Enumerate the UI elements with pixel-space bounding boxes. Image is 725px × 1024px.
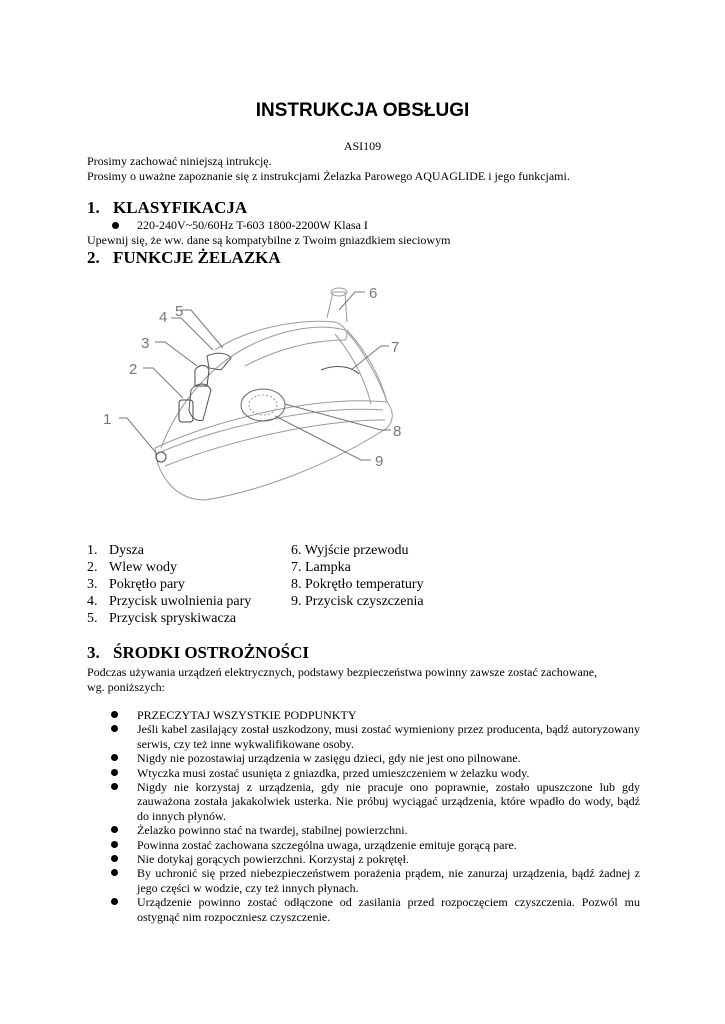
water-inlet — [179, 400, 193, 422]
document-title: INSTRUKCJA OBSŁUGI — [255, 100, 470, 121]
iron-soleplate — [155, 401, 392, 500]
callout-4: 4 — [159, 309, 168, 326]
section-2-title: FUNKCJE ŻELAZKA — [113, 248, 281, 267]
bullet-icon — [111, 898, 118, 905]
spec-line: 220-240V~50/60Hz T-603 1800-2200W Klasa I — [137, 218, 368, 232]
section-1-title: KLASYFIKACJA — [113, 198, 248, 217]
section-3-number: 3. — [87, 643, 100, 662]
list-item: Nie dotykaj gorących powierzchni. Korzystaj z pokrętęł. — [108, 852, 640, 866]
nozzle — [156, 452, 166, 462]
bullet-icon — [111, 783, 118, 790]
iron-body — [161, 327, 387, 448]
callout-2: 2 — [129, 361, 138, 378]
part-item: 5. Przycisk spryskiwacza — [87, 611, 237, 626]
compatibility-note: Upewnij się, że ww. dane są kompatybilne z Twoim gniazdkiem sieciowym — [87, 233, 451, 247]
callout-3: 3 — [141, 335, 150, 352]
parts-list-right — [291, 542, 424, 610]
bullet-icon — [111, 826, 118, 833]
bullet-icon — [111, 754, 118, 761]
intro-line-2: Prosimy o uważne zapoznanie się z instrukcjami Żelazka Parowego AQUAGLIDE i jego funkcjami. — [87, 169, 570, 183]
intro-line-1: Prosimy zachować niniejszą intrukcję. — [87, 154, 272, 168]
bullet-icon — [111, 855, 118, 862]
bullet-icon — [111, 769, 118, 776]
list-item: Jeśli kabel zasilający został uszkodzony, musi zostać wymieniony przez producenta, bądź autoryzowany serwis, czy też inne wykwalifikowane osoby. — [108, 722, 640, 751]
list-item: Urządzenie powinno zostać odłączone od zasilania przed rozpoczęciem czyszczenia. Pozwól mu ostygnąć nim rozpoczniesz czyszczenie. — [108, 895, 640, 924]
part-item: 6. Wyjście przewodu — [291, 543, 409, 558]
precautions-intro-2: wg. poniższych: — [87, 680, 165, 694]
model-number: ASI109 — [343, 139, 382, 153]
callout-8: 8 — [393, 423, 402, 440]
parts-list-left — [87, 542, 251, 627]
list-item: Nigdy nie pozostawiaj urządzenia w zasięgu dzieci, gdy nie jest ono pilnowane. — [108, 751, 640, 765]
part-item: 9. Przycisk czyszczenia — [291, 594, 424, 609]
part-item: 4. Przycisk uwolnienia pary — [87, 594, 252, 609]
callout-9: 9 — [375, 453, 384, 470]
part-item: 1. Dysza — [87, 543, 144, 558]
precautions-list — [108, 708, 640, 924]
temperature-dial — [241, 389, 285, 421]
steam-knob — [195, 366, 209, 387]
part-item: 7. Lampka — [291, 560, 351, 575]
bullet-icon — [112, 222, 119, 229]
bullet-icon — [111, 841, 118, 848]
iron-cord-outlet — [327, 292, 347, 322]
list-item: Wtyczka musi zostać usunięta z gniazdka, przed umieszczeniem w żelazku wody. — [108, 766, 640, 780]
list-item: Żelazko powinno stać na twardej, stabilnej powierzchni. — [108, 823, 640, 837]
part-item: 8. Pokrętło temperatury — [291, 577, 424, 592]
iron-handle — [215, 321, 347, 366]
list-item: By uchronić się przed niebezpieczeństwem porażenia prądem, nie zanurzaj urządzenia, bądź żadnej z jego części w wodzie, czy też innych płynach. — [108, 866, 640, 895]
bullet-icon — [111, 725, 118, 732]
section-1-heading — [87, 198, 247, 218]
section-2-number: 2. — [87, 248, 100, 267]
iron-diagram — [95, 270, 425, 520]
callout-1: 1 — [103, 411, 112, 428]
precautions-intro-1: Podczas używania urządzeń elektrycznych, podstawy bezpieczeństwa powinny zawsze zostać zachowane, — [87, 665, 598, 679]
part-item: 2. Wlew wody — [87, 560, 178, 575]
callout-5: 5 — [175, 303, 184, 320]
callout-6: 6 — [369, 285, 378, 302]
list-item: Powinna zostać zachowana szczególna uwaga, urządzenie emituje gorącą pare. — [108, 838, 640, 852]
bullet-icon — [111, 711, 118, 718]
section-2-heading — [87, 248, 281, 268]
bullet-icon — [111, 869, 118, 876]
part-item: 3. Pokrętło pary — [87, 577, 185, 592]
list-item: PRZECZYTAJ WSZYSTKIE PODPUNKTY — [108, 708, 640, 722]
callout-7: 7 — [391, 339, 400, 356]
section-3-title: ŚRODKI OSTROŻNOŚCI — [113, 643, 310, 662]
section-1-number: 1. — [87, 198, 100, 217]
list-item: Nigdy nie korzystaj z urządzenia, gdy nie pracuje ono poprawnie, zostało upuszczone lub gdy zauważona została jakakolwiek usterka. Nie próbuj wyciągać urządzenia, które wpadło do wody, bądź do innych płynów. — [108, 780, 640, 823]
section-3-heading — [87, 643, 309, 663]
